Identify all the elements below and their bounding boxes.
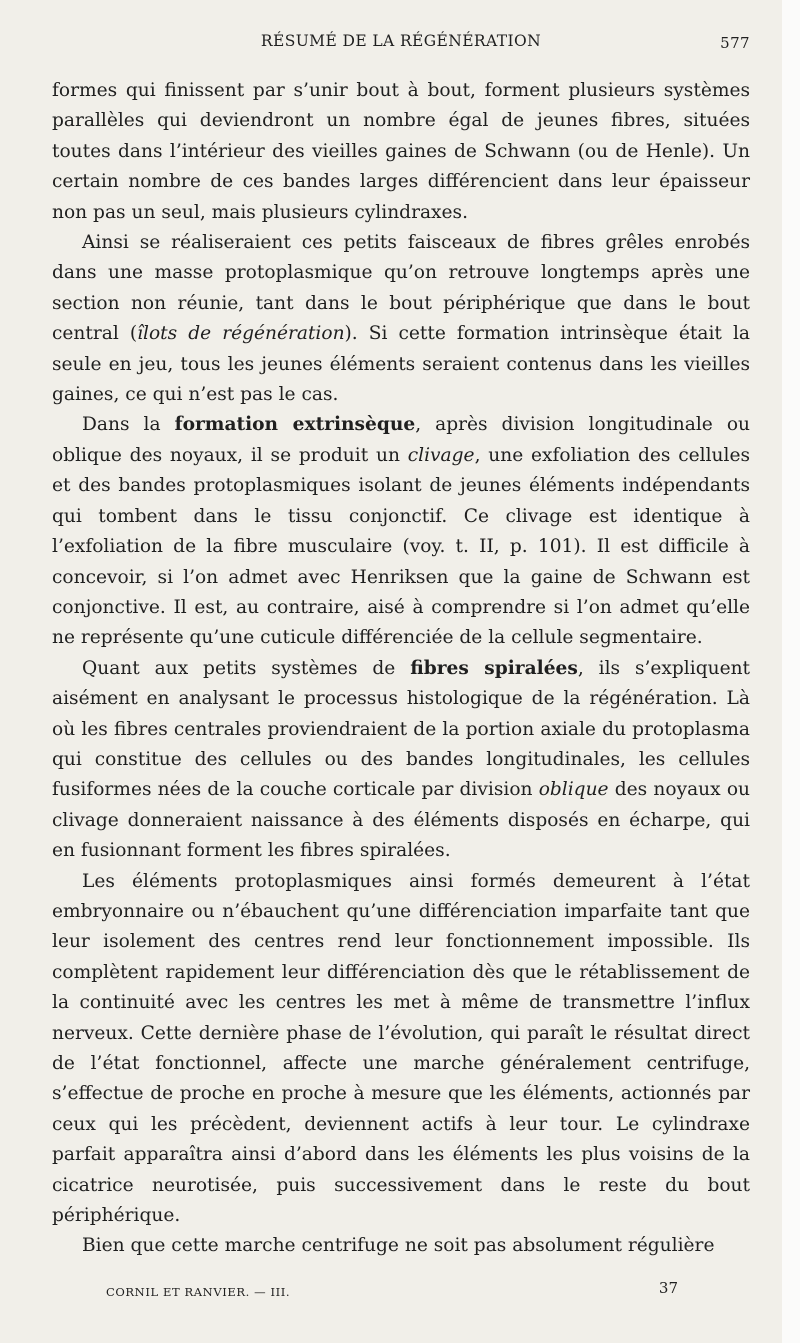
body-text [52, 76, 750, 1262]
footer-sheet-number: 37 [658, 1279, 678, 1297]
running-title: RÉSUMÉ DE LA RÉGÉNÉRATION [260, 32, 542, 50]
paragraph-3-italic: clivage [407, 444, 475, 466]
paragraph-3-text-b: , après division longitudinale ou oblique des noyaux, il se produit un [52, 414, 750, 466]
paragraph-5: Les éléments protoplasmiques ainsi formés demeurent à l’état embryonnaire ou n’ébauchent qu’une différenciation imparfaite tant que leur isolement des centres rend leur fonctionnement impossible. Ils complètent rapidement leur différenciation dès que le rétablissement de la continuité avec les centres les met à même de transmettre l’influx nerveux. Cette dernière phase de l’évolution, qui paraît le résultat direct de l’état fonctionnel, affecte une marche généralement centrifuge, s’effectue de proche en proche à mesure que les éléments, actionnés par ceux qui les précèdent, deviennent actifs à leur tour. Le cylindraxe parfait apparaîtra ainsi d’abord dans les éléments les plus voisins de la cicatrice neurotisée, puis successivement dans le reste du bout périphérique. [52, 870, 750, 1227]
scan-margin [782, 0, 800, 1343]
paragraph-4-text-c: des noyaux ou clivage donneraient naissance à des éléments disposés en écharpe, qui en fusionnant forment les fibres spiralées. [52, 779, 750, 862]
paragraph-6: Bien que cette marche centrifuge ne soit pas absolument régulière [82, 1235, 715, 1257]
page-content [52, 28, 750, 1262]
running-head [52, 28, 750, 56]
paragraph-3-text-c: , une exfoliation des cellules et des bandes protoplasmiques isolant de jeunes éléments indépendants qui tombent dans le tissu conjonctif. Ce clivage est identique à l’exfoliation de la fibre musculaire (voy. t. II, p. 101). Il est difficile à concevoir, si l’on admet avec Henriksen que la gaine de Schwann est conjonctive. Il est, au contraire, aisé à comprendre si l’on admet qu’elle ne représente qu’une cuticule différenciée de la cellule segmentaire. [52, 444, 750, 649]
paragraph-3 [52, 410, 750, 653]
paragraph-3-bold: formation extrinsèque [174, 414, 416, 436]
paragraph-4-text-b: , ils s’expliquent aisément en analysant le processus histologique de la régénération. Là où les fibres centrales proviendraient de la portion axiale du protoplasma qui constitue des cellules ou des bandes longitudinales, les cellules fusiformes nées de la couche corticale par division [52, 657, 751, 801]
paragraph-2-text-a: Ainsi se réaliseraient ces petits faisceaux de fibres grêles enrobés dans une masse protoplasmique qu’on retrouve longtemps après une section non réunie, tant dans le bout périphérique que dans le bout central ( [52, 232, 750, 345]
footer-signature: CORNIL ET RANVIER. — III. [106, 1285, 291, 1299]
paragraph-4 [52, 654, 750, 867]
page-number: 577 [720, 34, 750, 52]
paragraph-2-text-b: ). Si cette formation intrinsèque était la seule en jeu, tous les jeunes éléments seraient contenus dans les vieilles gaines, ce qui n’est pas le cas. [52, 323, 750, 406]
paragraph-1: formes qui finissent par s’unir bout à bout, forment plusieurs systèmes parallèles qui deviendront un nombre égal de jeunes fibres, situées toutes dans l’intérieur des vieilles gaines de Schwann (ou de Henle). Un certain nombre de ces bandes larges différencient dans leur épaisseur non pas un seul, mais plusieurs cylindraxes. [52, 80, 750, 223]
paragraph-2-italic: îlots de régénération [137, 323, 345, 345]
paragraph-4-italic: oblique [538, 779, 609, 801]
paragraph-2 [52, 228, 750, 410]
paragraph-3-text-a: Dans la [82, 414, 175, 436]
paragraph-4-bold: fibres spiralées [410, 657, 578, 679]
paragraph-4-text-a: Quant aux petits systèmes de [82, 657, 411, 679]
